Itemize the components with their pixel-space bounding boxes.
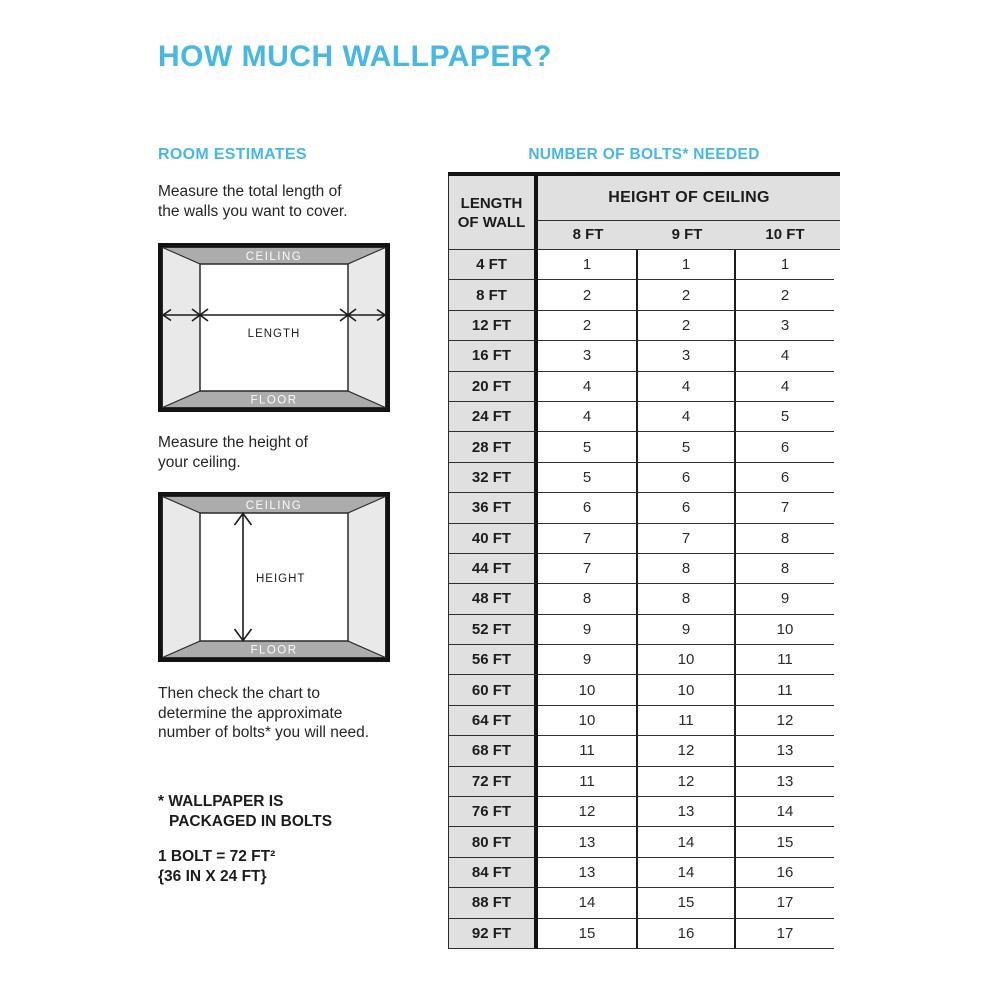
wall-length-cell: 88 FT [448, 888, 538, 918]
bolt-count-cell-9ft: 6 [638, 463, 736, 493]
bolt-count-cell-9ft: 5 [638, 432, 736, 462]
bolt-count-cell-8ft: 4 [538, 402, 638, 432]
wall-length-cell: 16 FT [448, 341, 538, 371]
bolt-count-cell-8ft: 8 [538, 584, 638, 614]
bolt-count-cell-10ft: 11 [736, 675, 834, 705]
bolt-count-cell-10ft: 13 [736, 767, 834, 797]
step1-line1: Measure the total length of [158, 183, 342, 200]
bolt-count-cell-9ft: 2 [638, 311, 736, 341]
step2-line1: Measure the height of [158, 434, 308, 451]
bolt-count-cell-8ft: 2 [538, 280, 638, 310]
bolt-count-cell-9ft: 10 [638, 645, 736, 675]
bolt-count-cell-9ft: 14 [638, 827, 736, 857]
floor-label: FLOOR [250, 394, 298, 407]
wall-length-cell: 40 FT [448, 524, 538, 554]
bolt-count-cell-9ft: 15 [638, 888, 736, 918]
ceiling-label: CEILING [245, 251, 303, 263]
footnote-bolts-line2: PACKAGED IN BOLTS [169, 812, 333, 830]
wall-length-cell: 72 FT [448, 767, 538, 797]
bolt-count-cell-8ft: 6 [538, 493, 638, 523]
step3-text [158, 684, 369, 743]
bolt-count-cell-8ft: 9 [538, 615, 638, 645]
table-row [448, 280, 840, 310]
room-height-diagram [158, 492, 390, 662]
table-row [448, 250, 840, 280]
bolt-count-cell-9ft: 10 [638, 675, 736, 705]
wall-length-cell: 80 FT [448, 827, 538, 857]
table-row [448, 888, 840, 918]
bolt-count-cell-9ft: 14 [638, 858, 736, 888]
bolt-count-cell-8ft: 13 [538, 827, 638, 857]
footnote-size-line1: 1 BOLT = 72 FT² [158, 848, 276, 865]
right-wall-panel [348, 248, 386, 408]
table-row [448, 584, 840, 614]
room-estimates-heading: ROOM ESTIMATES [158, 146, 307, 163]
wall-length-cell: 48 FT [448, 584, 538, 614]
bolt-size-footnote [158, 847, 275, 886]
table-row [448, 432, 840, 462]
bolt-count-cell-10ft: 5 [736, 402, 834, 432]
wall-length-cell: 12 FT [448, 311, 538, 341]
bolt-count-cell-10ft: 14 [736, 797, 834, 827]
floor-label: FLOOR [250, 644, 298, 657]
table-row [448, 675, 840, 705]
bolt-count-cell-8ft: 1 [538, 250, 638, 280]
table-header [448, 176, 840, 250]
bolt-count-cell-10ft: 10 [736, 615, 834, 645]
bolt-count-cell-8ft: 4 [538, 372, 638, 402]
ceiling-label: CEILING [245, 500, 303, 512]
wall-length-cell: 8 FT [448, 280, 538, 310]
column-header-9ft: 9 FT [671, 226, 703, 244]
step2-text [158, 433, 308, 472]
column-header-8ft: 8 FT [572, 226, 604, 244]
step3-line1: Then check the chart to [158, 685, 320, 702]
bolt-count-cell-10ft: 1 [736, 250, 834, 280]
table-row [448, 797, 840, 827]
table-row [448, 493, 840, 523]
table-row [448, 827, 840, 857]
bolt-count-cell-9ft: 11 [638, 706, 736, 736]
column-header-10ft: 10 FT [765, 226, 805, 244]
table-row [448, 463, 840, 493]
bolt-count-cell-9ft: 12 [638, 767, 736, 797]
table-row [448, 736, 840, 766]
table-body [448, 250, 840, 949]
table-row [448, 858, 840, 888]
bolt-count-cell-8ft: 15 [538, 919, 638, 949]
table-row [448, 341, 840, 371]
bolt-count-cell-8ft: 12 [538, 797, 638, 827]
bolt-count-cell-8ft: 7 [538, 554, 638, 584]
wall-length-cell: 60 FT [448, 675, 538, 705]
bolt-count-cell-10ft: 13 [736, 736, 834, 766]
table-row [448, 554, 840, 584]
bolt-count-cell-10ft: 4 [736, 372, 834, 402]
bolt-count-cell-9ft: 4 [638, 402, 736, 432]
left-wall-panel [163, 248, 201, 408]
wall-length-cell: 32 FT [448, 463, 538, 493]
bolt-count-cell-10ft: 7 [736, 493, 834, 523]
ceiling-height-header-group [538, 176, 840, 250]
wall-length-cell: 20 FT [448, 372, 538, 402]
footnote-bolts-line1: * WALLPAPER IS [158, 793, 284, 810]
table-row [448, 919, 840, 949]
height-measure-label: HEIGHT [256, 573, 306, 585]
bolt-count-cell-9ft: 8 [638, 554, 736, 584]
bolt-count-cell-10ft: 15 [736, 827, 834, 857]
bolt-count-cell-10ft: 2 [736, 280, 834, 310]
table-row [448, 372, 840, 402]
bolt-count-cell-9ft: 1 [638, 250, 736, 280]
bolt-count-cell-9ft: 4 [638, 372, 736, 402]
bolt-count-cell-8ft: 10 [538, 675, 638, 705]
bolt-count-cell-9ft: 3 [638, 341, 736, 371]
bolt-count-cell-10ft: 6 [736, 432, 834, 462]
wall-length-cell: 52 FT [448, 615, 538, 645]
wall-length-cell: 24 FT [448, 402, 538, 432]
bolt-count-cell-9ft: 6 [638, 493, 736, 523]
length-of-wall-header [448, 176, 538, 250]
left-wall-panel [163, 497, 201, 658]
bolt-count-cell-9ft: 9 [638, 615, 736, 645]
table-row [448, 645, 840, 675]
length-of-wall-header-line2: OF WALL [457, 213, 526, 231]
bolt-count-cell-8ft: 13 [538, 858, 638, 888]
table-row [448, 615, 840, 645]
table-row [448, 311, 840, 341]
bolt-count-cell-10ft: 9 [736, 584, 834, 614]
bolts-table [448, 172, 840, 949]
wall-length-cell: 28 FT [448, 432, 538, 462]
wallpaper-bolts-footnote [158, 792, 332, 831]
wall-length-cell: 84 FT [448, 858, 538, 888]
bolt-count-cell-9ft: 2 [638, 280, 736, 310]
wall-length-cell: 4 FT [448, 250, 538, 280]
bolt-count-cell-8ft: 7 [538, 524, 638, 554]
table-row [448, 706, 840, 736]
step1-line2: the walls you want to cover. [158, 202, 348, 220]
bolt-count-cell-8ft: 5 [538, 463, 638, 493]
bolt-count-cell-10ft: 11 [736, 645, 834, 675]
page-title: HOW MUCH WALLPAPER? [158, 40, 552, 73]
step3-line2: determine the approximate [158, 704, 343, 722]
bolt-count-cell-10ft: 8 [736, 554, 834, 584]
ceiling-height-columns [538, 221, 840, 250]
room-length-diagram [158, 243, 390, 412]
wall-length-cell: 44 FT [448, 554, 538, 584]
bolt-count-cell-9ft: 8 [638, 584, 736, 614]
bolt-count-cell-10ft: 4 [736, 341, 834, 371]
table-row [448, 524, 840, 554]
bolt-count-cell-10ft: 3 [736, 311, 834, 341]
bolts-needed-heading: NUMBER OF BOLTS* NEEDED [528, 146, 760, 163]
wall-length-cell: 36 FT [448, 493, 538, 523]
table-row [448, 767, 840, 797]
bolt-count-cell-10ft: 12 [736, 706, 834, 736]
bolt-count-cell-8ft: 11 [538, 736, 638, 766]
height-of-ceiling-header: HEIGHT OF CEILING [538, 176, 840, 221]
wall-length-cell: 68 FT [448, 736, 538, 766]
bolt-count-cell-9ft: 7 [638, 524, 736, 554]
footnote-size-line2: {36 IN X 24 FT} [158, 867, 267, 885]
bolt-count-cell-8ft: 14 [538, 888, 638, 918]
bolt-count-cell-10ft: 6 [736, 463, 834, 493]
bolt-count-cell-8ft: 3 [538, 341, 638, 371]
wall-length-cell: 92 FT [448, 919, 538, 949]
bolt-count-cell-10ft: 17 [736, 919, 834, 949]
step1-text [158, 182, 348, 221]
step3-line3: number of bolts* you will need. [158, 724, 370, 741]
right-wall-panel [348, 497, 386, 658]
bolt-count-cell-10ft: 17 [736, 888, 834, 918]
length-measure-label: LENGTH [247, 328, 301, 340]
bolt-count-cell-9ft: 13 [638, 797, 736, 827]
bolt-count-cell-8ft: 2 [538, 311, 638, 341]
length-of-wall-header-line1: LENGTH [460, 194, 523, 212]
table-row [448, 402, 840, 432]
wall-length-cell: 64 FT [448, 706, 538, 736]
wall-length-cell: 76 FT [448, 797, 538, 827]
bolt-count-cell-10ft: 16 [736, 858, 834, 888]
bolt-count-cell-9ft: 16 [638, 919, 736, 949]
bolt-count-cell-8ft: 5 [538, 432, 638, 462]
bolt-count-cell-8ft: 10 [538, 706, 638, 736]
step2-line2: your ceiling. [158, 453, 241, 471]
bolt-count-cell-8ft: 11 [538, 767, 638, 797]
wall-length-cell: 56 FT [448, 645, 538, 675]
bolt-count-cell-9ft: 12 [638, 736, 736, 766]
bolt-count-cell-10ft: 8 [736, 524, 834, 554]
bolt-count-cell-8ft: 9 [538, 645, 638, 675]
